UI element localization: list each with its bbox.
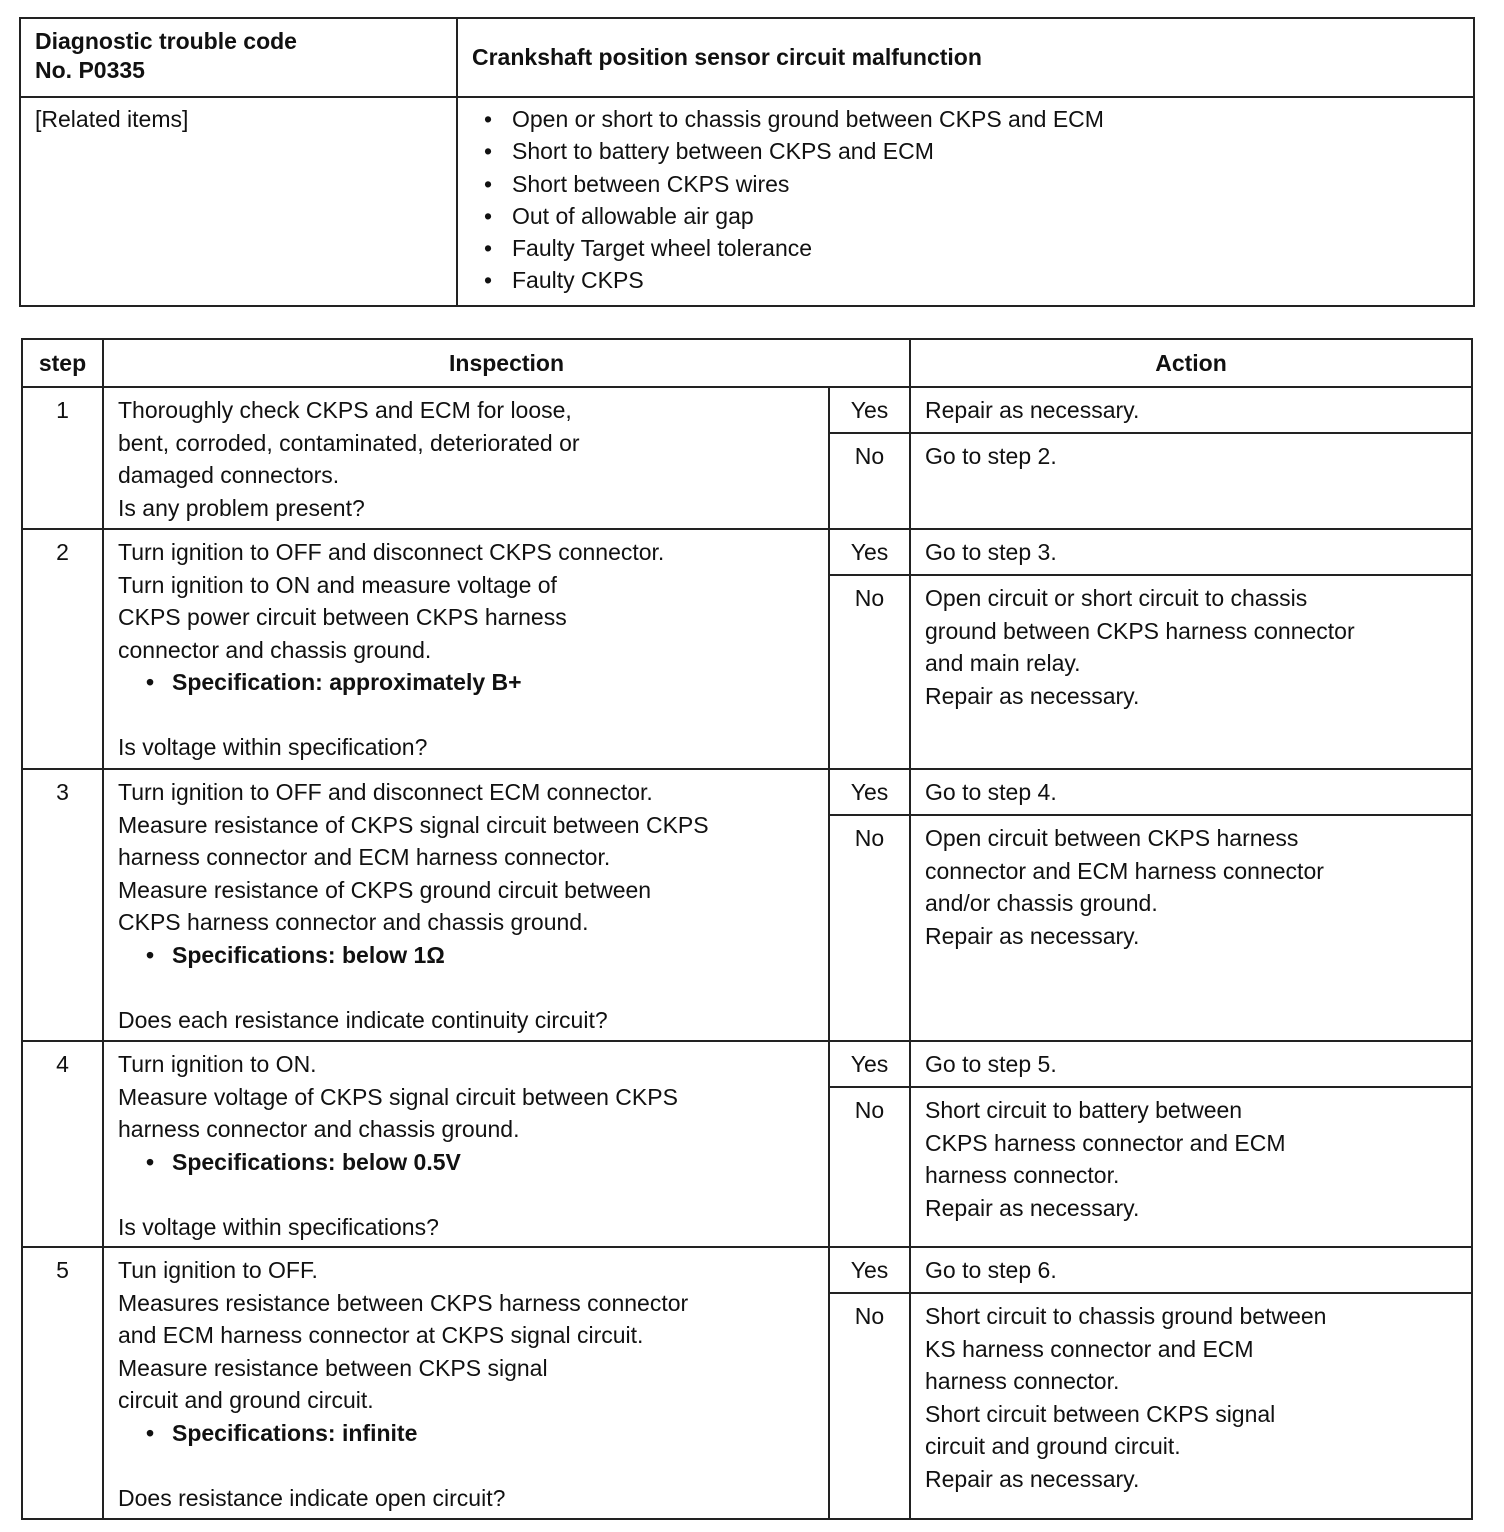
inspection-line: circuit and ground circuit. (118, 1387, 374, 1413)
action-line: and/or chassis ground. (925, 890, 1158, 916)
no-action (910, 1293, 1472, 1519)
step-row-1 (22, 387, 1472, 433)
related-items-list (472, 103, 1459, 297)
no-action (910, 1087, 1472, 1247)
related-item: • Open or short to chassis ground between CKPS and ECM (512, 103, 1459, 135)
yes-action (910, 769, 1472, 815)
inspection-line: Thoroughly check CKPS and ECM for loose, (118, 397, 572, 423)
no-action (910, 575, 1472, 769)
action-line: circuit and ground circuit. (925, 1433, 1181, 1459)
action-line: Repair as necessary. (925, 922, 1140, 949)
step-inspection (103, 529, 829, 769)
action-line: Repair as necessary. (925, 1465, 1140, 1492)
no-label: No (829, 433, 910, 529)
specification-text: Specifications: below 0.5V (172, 1148, 461, 1175)
step-row-2 (22, 529, 1472, 575)
action-line: Go to step 5. (925, 1051, 1057, 1077)
inspection-line: CKPS harness connector and chassis ground. (118, 909, 589, 935)
related-item: • Faulty Target wheel tolerance (512, 232, 1459, 264)
no-label: No (829, 1293, 910, 1519)
action-line: Short circuit to battery between (925, 1097, 1243, 1123)
specification: • Specifications: below 0.5V (146, 1148, 461, 1175)
step-inspection (103, 1247, 829, 1519)
dtc-label: Diagnostic trouble code (35, 28, 297, 54)
step-inspection (103, 769, 829, 1041)
inspection-line: Is any problem present? (118, 494, 365, 521)
inspection-line: Measure resistance of CKPS ground circuit between (118, 876, 652, 903)
yes-action (910, 1041, 1472, 1087)
action-line: Short circuit to chassis ground between (925, 1303, 1327, 1329)
action-line: harness connector. (925, 1368, 1120, 1394)
inspection-line: and ECM harness connector at CKPS signal circuit. (118, 1322, 644, 1348)
step-row-4 (22, 1041, 1472, 1087)
inspection-line: Measure resistance between CKPS signal (118, 1354, 548, 1381)
yes-label: Yes (829, 769, 910, 815)
related-item: • Out of allowable air gap (512, 200, 1459, 232)
yes-label: Yes (829, 1247, 910, 1293)
specification: • Specification: approximately B+ (146, 669, 522, 695)
step-row-5 (22, 1247, 1472, 1293)
dtc-code-cell (20, 18, 457, 97)
inspection-line: Tun ignition to OFF. (118, 1257, 318, 1283)
no-label: No (829, 815, 910, 1041)
inspection-question: Does each resistance indicate continuity circuit? (118, 1006, 608, 1033)
inspection-line: Measures resistance between CKPS harness connector (118, 1289, 689, 1316)
inspection-steps-table (21, 338, 1473, 1520)
action-line: Go to step 2. (925, 443, 1057, 469)
dtc-header-table (19, 17, 1475, 307)
inspection-line: Turn ignition to ON. (118, 1051, 317, 1077)
action-line: Open circuit or short circuit to chassis (925, 585, 1308, 611)
action-line: ground between CKPS harness connector (925, 617, 1355, 644)
inspection-question: Does resistance indicate open circuit? (118, 1484, 506, 1511)
action-line: CKPS harness connector and ECM (925, 1129, 1286, 1156)
action-line: harness connector. (925, 1162, 1120, 1188)
yes-label: Yes (829, 387, 910, 433)
specification: • Specifications: below 1Ω (146, 941, 445, 968)
dtc-number: No. P0335 (35, 57, 145, 83)
action-line: Go to step 6. (925, 1257, 1057, 1283)
step-number: 5 (22, 1247, 103, 1519)
action-line: connector and ECM harness connector (925, 857, 1324, 884)
inspection-line: Turn ignition to ON and measure voltage of (118, 571, 557, 598)
header-action: Action (910, 339, 1472, 387)
header-step: step (22, 339, 103, 387)
header-inspection: Inspection (103, 339, 910, 387)
inspection-line: connector and chassis ground. (118, 636, 432, 663)
action-line: KS harness connector and ECM (925, 1335, 1254, 1362)
inspection-line: harness connector and ECM harness connector. (118, 844, 611, 870)
step-number: 3 (22, 769, 103, 1041)
action-line: Go to step 4. (925, 779, 1057, 805)
inspection-line: CKPS power circuit between CKPS harness (118, 604, 567, 630)
step-row-3 (22, 769, 1472, 815)
no-label: No (829, 1087, 910, 1247)
no-action (910, 815, 1472, 1041)
inspection-line: damaged connectors. (118, 462, 340, 488)
related-item: • Short between CKPS wires (512, 168, 1459, 200)
action-line: Repair as necessary. (925, 397, 1140, 423)
action-line: Repair as necessary. (925, 1194, 1140, 1221)
action-line: Open circuit between CKPS harness (925, 825, 1299, 851)
step-number: 4 (22, 1041, 103, 1247)
related-item: • Faulty CKPS (512, 264, 1459, 296)
step-inspection (103, 387, 829, 529)
no-action (910, 433, 1472, 529)
yes-action (910, 1247, 1472, 1293)
related-items-cell (457, 97, 1474, 306)
action-line: Go to step 3. (925, 539, 1057, 565)
yes-label: Yes (829, 1041, 910, 1087)
inspection-line: Measure voltage of CKPS signal circuit between CKPS (118, 1083, 678, 1110)
table-header-row (22, 339, 1472, 387)
yes-action (910, 529, 1472, 575)
specification-text: Specifications: infinite (172, 1419, 418, 1446)
step-inspection (103, 1041, 829, 1247)
no-label: No (829, 575, 910, 769)
related-items-label: [Related items] (20, 97, 457, 306)
action-line: Short circuit between CKPS signal (925, 1400, 1276, 1427)
inspection-line: harness connector and chassis ground. (118, 1116, 520, 1142)
yes-action (910, 387, 1472, 433)
inspection-question: Is voltage within specification? (118, 734, 428, 760)
action-line: and main relay. (925, 650, 1081, 676)
related-item: • Short to battery between CKPS and ECM (512, 135, 1459, 167)
yes-label: Yes (829, 529, 910, 575)
inspection-line: bent, corroded, contaminated, deteriorated or (118, 429, 580, 456)
inspection-question: Is voltage within specifications? (118, 1213, 439, 1240)
step-number: 1 (22, 387, 103, 529)
inspection-line: Measure resistance of CKPS signal circuit between CKPS (118, 811, 709, 838)
specification-text: Specification: approximately B+ (172, 669, 522, 695)
inspection-line: Turn ignition to OFF and disconnect CKPS connector. (118, 539, 665, 565)
action-line: Repair as necessary. (925, 682, 1140, 709)
specification: • Specifications: infinite (146, 1419, 418, 1446)
inspection-line: Turn ignition to OFF and disconnect ECM connector. (118, 779, 653, 805)
specification-text: Specifications: below 1Ω (172, 941, 445, 968)
step-number: 2 (22, 529, 103, 769)
dtc-title: Crankshaft position sensor circuit malfunction (457, 18, 1474, 97)
